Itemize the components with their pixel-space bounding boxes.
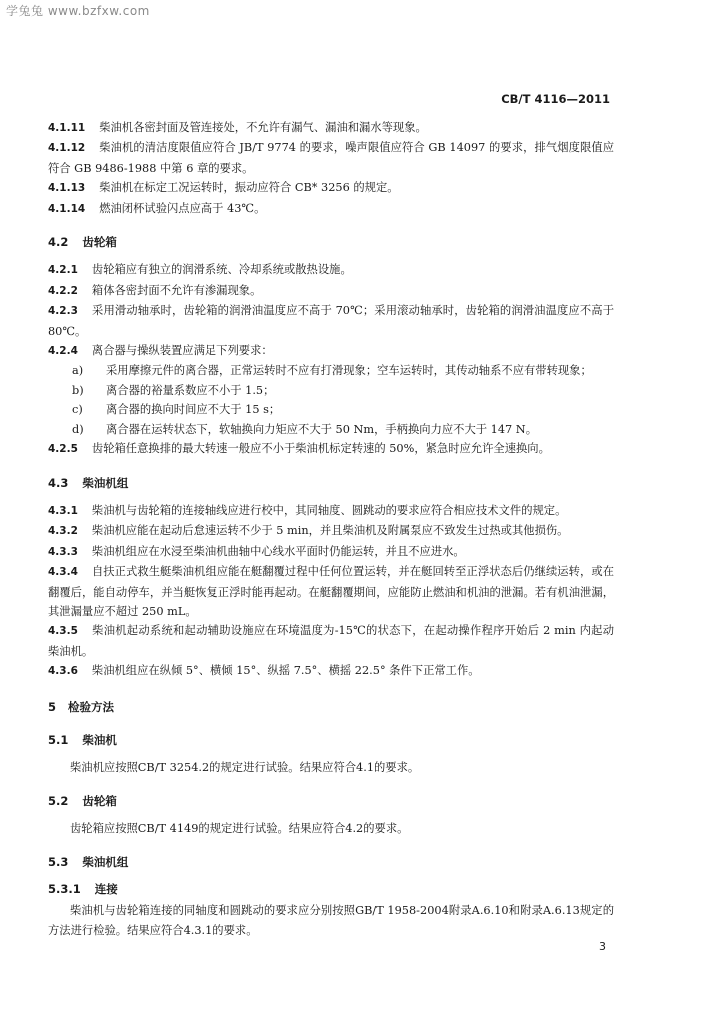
list-item-a	[48, 361, 614, 380]
section-4-3-heading	[48, 474, 614, 493]
list-label: d)	[72, 422, 84, 436]
clause-4-1-11	[48, 118, 614, 138]
section-number: 4.2	[48, 235, 69, 250]
paragraph-5-1: 柴油机应按照CB/T 3254.2的规定进行试验。结果应符合4.1的要求。	[70, 761, 420, 775]
list-label: b)	[72, 383, 84, 397]
clause-text: 柴油机的清洁度限值应符合 JB/T 9774 的要求，噪声限值应符合 GB 14097 的要求，排气烟度限值应符合 GB 9486-1988 中第 6 章的要求。	[48, 141, 614, 175]
section-number: 5	[48, 699, 57, 714]
clause-text: 自扶正式救生艇柴油机组应能在艇翻覆过程中任何位置运转，并在艇回转至正浮状态后仍继续运转，或在翻覆后，能自动停车，并当艇恢复正浮时能再起动。在艇翻覆期间，应能防止燃油和机油的泄漏。若有机油泄漏，其泄漏量应不超过 250 mL。	[48, 565, 614, 618]
list-text: 离合器的裕量系数应不小于 1.5；	[106, 383, 275, 397]
section-title: 柴油机	[82, 732, 117, 747]
clause-4-1-14	[48, 199, 614, 219]
clause-4-2-4	[48, 341, 614, 361]
list-text: 离合器在运转状态下，软轴换向力矩应不大于 50 Nm，手柄换向力应不大于 147 N。	[106, 422, 537, 436]
section-5-3-1-heading	[48, 880, 614, 899]
section-number: 5.3	[48, 854, 69, 869]
watermark: 学兔兔 www.bzfxw.com	[6, 4, 150, 18]
section-title: 检验方法	[68, 699, 115, 714]
clause-text: 柴油机组应在纵倾 5°、横倾 15°、纵摇 7.5°、横摇 22.5° 条件下正常工作。	[91, 664, 480, 678]
clause-4-3-6	[48, 661, 614, 681]
clause-number: 4.3.4	[48, 566, 78, 579]
section-number: 4.3	[48, 475, 69, 490]
section-number: 5.2	[48, 793, 69, 808]
clause-4-3-3	[48, 542, 614, 562]
clause-number: 4.1.12	[48, 142, 86, 155]
clause-number: 4.1.11	[48, 122, 86, 134]
clause-4-2-2	[48, 281, 614, 301]
clause-4-2-5	[48, 439, 614, 459]
list-item-c	[48, 400, 614, 419]
clause-number: 4.1.13	[48, 182, 86, 195]
clause-4-1-13	[48, 178, 614, 198]
section-title: 连接	[94, 882, 118, 896]
section-number: 5.1	[48, 732, 69, 747]
clause-number: 4.3.5	[48, 625, 78, 638]
clause-number: 4.2.2	[48, 284, 78, 297]
standard-code: CB/T 4116—2011	[501, 92, 610, 106]
clause-4-2-3	[48, 301, 614, 341]
clause-4-2-1	[48, 260, 614, 280]
clause-text: 离合器与操纵装置应满足下列要求：	[91, 344, 273, 358]
list-label: a)	[72, 364, 84, 378]
list-text: 离合器的换向时间应不大于 15 s；	[106, 403, 281, 417]
section-title: 柴油机组	[82, 475, 129, 490]
clause-text: 柴油机在标定工况运转时，振动应符合 CB* 3256 的规定。	[99, 181, 399, 195]
clause-number: 4.3.3	[48, 545, 78, 558]
list-item-d	[48, 420, 614, 439]
clause-number: 4.3.2	[48, 525, 78, 538]
clause-number: 4.3.6	[48, 665, 78, 678]
clause-text: 采用滑动轴承时，齿轮箱的润滑油温度应不高于 70℃；采用滚动轴承时，齿轮箱的润滑油温度应不高于 80℃。	[48, 304, 614, 338]
clause-text: 柴油机各密封面及管连接处，不允许有漏气、漏油和漏水等现象。	[99, 121, 427, 134]
clause-text: 柴油机与齿轮箱的连接轴线应进行校中，其同轴度、圆跳动的要求应符合相应技术文件的规定。	[91, 503, 567, 517]
clause-4-3-2	[48, 521, 614, 541]
section-5-3-heading	[48, 853, 614, 872]
section-4-2-heading	[48, 233, 614, 252]
clause-text: 齿轮箱任意换排的最大转速一般应不小于柴油机标定转速的 50%，紧急时应允许全速换向。	[91, 442, 550, 456]
clause-text: 齿轮箱应有独立的润滑系统、冷却系统或散热设施。	[91, 263, 352, 277]
paragraph-5-3-1: 柴油机与齿轮箱连接的同轴度和圆跳动的要求应分别按照GB/T 1958-2004附录A.6.10和附录A.6.13规定的方法进行检验。结果应符合4.3.1的要求。	[48, 904, 614, 937]
clause-4-3-4	[48, 562, 614, 621]
section-5-heading	[48, 698, 614, 717]
clause-number: 4.3.1	[48, 504, 78, 517]
clause-number: 4.2.3	[48, 305, 78, 318]
clause-number: 4.2.4	[48, 345, 78, 358]
clause-text: 柴油机起动系统和起动辅助设施应在环境温度为-15℃的状态下，在起动操作程序开始后 2 min 内起动柴油机。	[48, 624, 614, 658]
document-body	[48, 118, 614, 940]
paragraph-5-2: 齿轮箱应按照CB/T 4149的规定进行试验。结果应符合4.2的要求。	[70, 822, 409, 836]
list-text: 采用摩擦元件的离合器，正常运转时不应有打滑现象；空车运转时，其传动轴系不应有带转现象；	[106, 364, 592, 378]
section-title: 齿轮箱	[82, 235, 117, 250]
clause-number: 4.2.5	[48, 443, 78, 456]
section-5-1-heading	[48, 731, 614, 750]
section-number: 5.3.1	[48, 882, 81, 896]
clause-number: 4.2.1	[48, 264, 78, 277]
clause-number: 4.1.14	[48, 202, 86, 215]
clause-4-3-5	[48, 621, 614, 661]
list-item-b	[48, 381, 614, 400]
section-5-2-heading	[48, 792, 614, 811]
section-title: 柴油机组	[82, 854, 129, 869]
section-title: 齿轮箱	[82, 793, 117, 808]
clause-text: 柴油机应能在起动后怠速运转不少于 5 min，并且柴油机及附属泵应不致发生过热或其他损伤。	[91, 524, 569, 538]
clause-text: 箱体各密封面不允许有渗漏现象。	[91, 283, 262, 297]
list-label: c)	[72, 403, 83, 417]
clause-text: 柴油机组应在水浸至柴油机曲轴中心线水平面时仍能运转，并且不应进水。	[91, 544, 465, 558]
clause-4-1-12	[48, 138, 614, 178]
clause-4-3-1	[48, 501, 614, 521]
page-number: 3	[599, 940, 606, 953]
clause-text: 燃油闭杯试验闪点应高于 43℃。	[99, 201, 266, 215]
